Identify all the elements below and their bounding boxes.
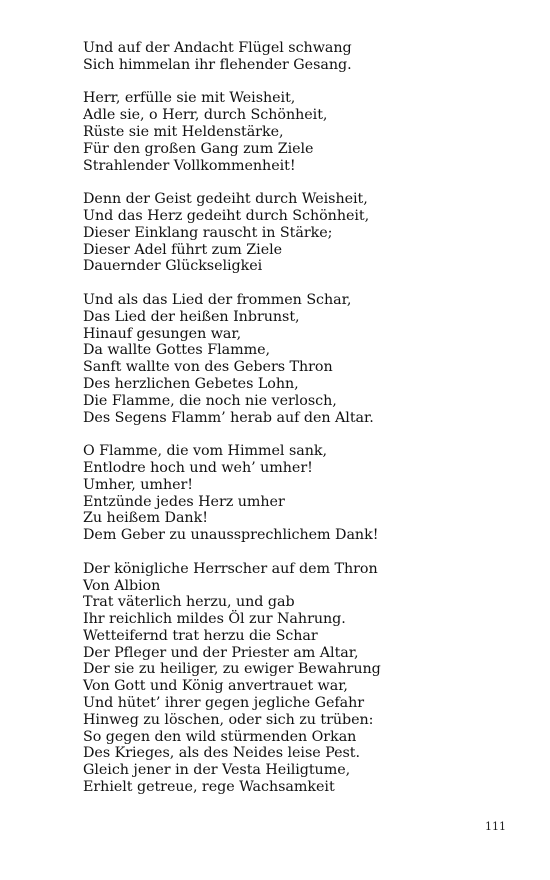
verse-line: Rüste sie mit Heldenstärke,: [83, 123, 284, 140]
verse-line: Von Albion: [83, 577, 161, 594]
verse-line: Entzünde jedes Herz umher: [83, 493, 285, 510]
verse-line: Und als das Lied der frommen Schar,: [83, 291, 352, 308]
verse-line: Erhielt getreue, rege Wachsamkeit: [83, 779, 335, 796]
page-number: 111: [485, 820, 506, 833]
verse-line: Des Krieges, als des Neides leise Pest.: [83, 745, 360, 762]
verse-line: Der königliche Herrscher auf dem Thron: [83, 560, 378, 577]
stanza: [83, 90, 523, 174]
verse-line: Dauernder Glückseligkei: [83, 258, 263, 275]
verse-line: Dem Geber zu unaussprechlichem Dank!: [83, 527, 379, 544]
verse-line: Strahlender Vollkommenheit!: [83, 157, 296, 174]
verse-line: Denn der Geist gedeiht durch Weisheit,: [83, 191, 368, 208]
stanza: [83, 443, 523, 544]
verse-line: Sanft wallte von des Gebers Thron: [83, 359, 333, 376]
verse-line: O Flamme, die vom Himmel sank,: [83, 443, 327, 460]
verse-line: Des herzlichen Gebetes Lohn,: [83, 375, 299, 392]
verse-line: Für den großen Gang zum Ziele: [83, 140, 314, 157]
verse-line: Hinauf gesungen war,: [83, 325, 242, 342]
stanza: [83, 292, 523, 426]
verse-line: Des Segens Flamm’ herab auf den Altar.: [83, 409, 374, 426]
verse-line: Und das Herz gedeiht durch Schönheit,: [83, 207, 370, 224]
verse-line: Adle sie, o Herr, durch Schönheit,: [83, 107, 328, 124]
verse-line: Ihr reichlich mildes Öl zur Nahrung.: [83, 611, 346, 628]
verse-line: Herr, erfülle sie mit Weisheit,: [83, 90, 296, 107]
verse-line: Wetteifernd trat herzu die Schar: [83, 627, 318, 644]
verse-line: Umher, umher!: [83, 476, 193, 493]
verse-line: Zu heißem Dank!: [83, 510, 208, 527]
stanza: [83, 40, 523, 74]
verse-line: Von Gott und König anvertrauet war,: [83, 678, 348, 695]
verse-line: Und hütet’ ihrer gegen jegliche Gefahr: [83, 695, 365, 712]
verse-line: Hinweg zu löschen, oder sich zu trüben:: [83, 711, 374, 728]
stanza: [83, 191, 523, 275]
verse-line: Entlodre hoch und weh’ umher!: [83, 459, 313, 476]
verse-line: Dieser Einklang rauscht in Stärke;: [83, 224, 333, 241]
stanza: [83, 561, 523, 796]
verse-line: Die Flamme, die noch nie verlosch,: [83, 392, 337, 409]
verse-line: Trat väterlich herzu, und gab: [83, 594, 295, 611]
verse-line: Und auf der Andacht Flügel schwang: [83, 40, 352, 56]
verse-line: Sich himmelan ihr flehender Gesang.: [83, 56, 352, 73]
poem-text: [83, 40, 523, 813]
verse-line: So gegen den wild stürmenden Orkan: [83, 728, 357, 745]
verse-line: Gleich jener in der Vesta Heiligtume,: [83, 762, 351, 779]
verse-line: Da wallte Gottes Flamme,: [83, 342, 270, 359]
verse-line: Dieser Adel führt zum Ziele: [83, 241, 283, 258]
verse-line: Der sie zu heiliger, zu ewiger Bewahrung: [83, 661, 381, 678]
verse-line: Der Pfleger und der Priester am Altar,: [83, 644, 359, 661]
verse-line: Das Lied der heißen Inbrunst,: [83, 308, 300, 325]
